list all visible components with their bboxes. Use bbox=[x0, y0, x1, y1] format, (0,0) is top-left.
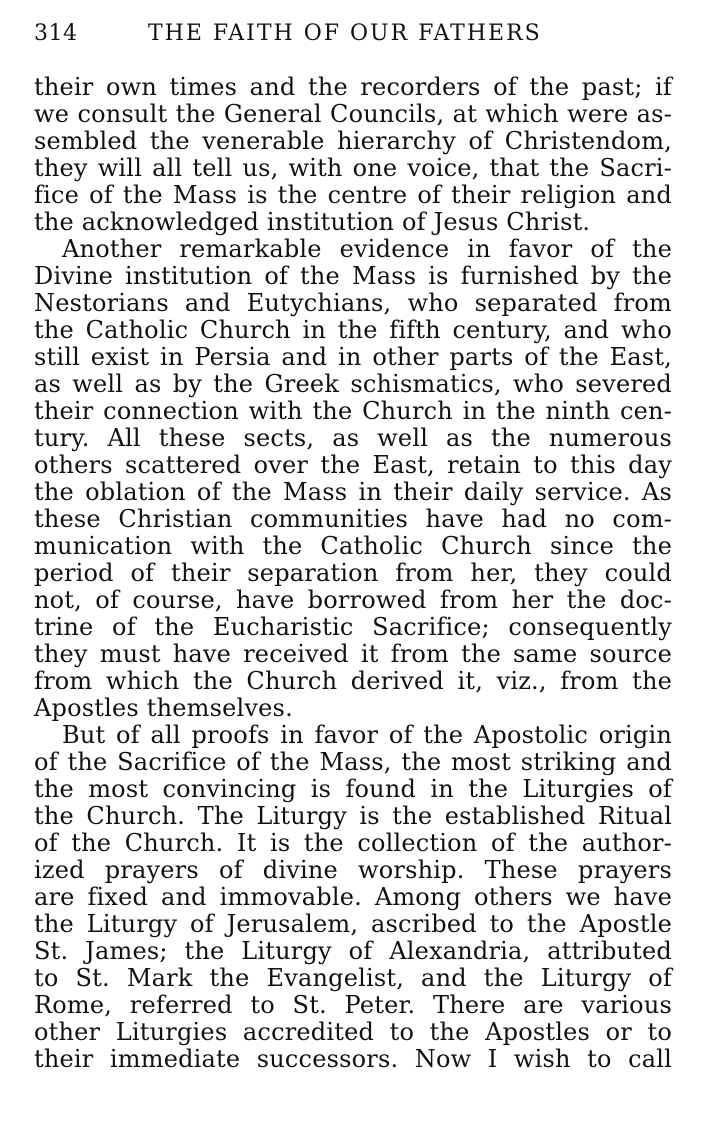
text-line: Divine institution of the Mass is furnished by the bbox=[34, 262, 672, 290]
text-line: the acknowledged institution of Jesus Christ. bbox=[34, 208, 591, 236]
text-line: they will all tell us, with one voice, that the Sacri- bbox=[34, 154, 672, 182]
text-line: ized prayers of divine worship. These prayers bbox=[34, 856, 672, 884]
text-line: not, of course, have borrowed from her the doc- bbox=[34, 586, 672, 614]
text-line: the oblation of the Mass in their daily service. As bbox=[34, 478, 672, 506]
text-line: their connection with the Church in the ninth cen- bbox=[34, 397, 672, 425]
paragraph-1 bbox=[34, 74, 672, 236]
text-line: munication with the Catholic Church since the bbox=[34, 532, 672, 560]
text-line: these Christian communities have had no com- bbox=[34, 505, 672, 533]
text-line: the Liturgy of Jerusalem, ascribed to the Apostle bbox=[34, 910, 672, 938]
body-text bbox=[34, 74, 672, 1073]
page-number: 314 bbox=[34, 21, 78, 46]
text-line: Rome, referred to St. Peter. There are various bbox=[34, 991, 672, 1019]
text-line: trine of the Eucharistic Sacrifice; consequently bbox=[34, 613, 672, 641]
text-line: Nestorians and Eutychians, who separated from bbox=[34, 289, 672, 317]
text-line: the most convincing is found in the Liturgies of bbox=[34, 775, 672, 803]
text-line: still exist in Persia and in other parts of the East, bbox=[34, 343, 672, 371]
text-line: other Liturgies accredited to the Apostles or to bbox=[34, 1018, 672, 1046]
text-line: But of all proofs in favor of the Apostolic origin bbox=[62, 721, 672, 749]
text-line: St. James; the Liturgy of Alexandria, attributed bbox=[34, 937, 672, 965]
text-line: we consult the General Councils, at which were as- bbox=[34, 100, 672, 128]
text-line: of the Church. It is the collection of the author- bbox=[34, 829, 672, 857]
text-line: others scattered over the East, retain to this day bbox=[34, 451, 672, 479]
text-line: sembled the venerable hierarchy of Christendom, bbox=[34, 127, 672, 155]
paragraph-2 bbox=[34, 236, 672, 722]
text-line: the Church. The Liturgy is the established Ritual bbox=[34, 802, 672, 830]
text-line: their own times and the recorders of the past; if bbox=[34, 73, 672, 101]
text-line: from which the Church derived it, viz., from the bbox=[34, 667, 672, 695]
text-line: their immediate successors. Now I wish to call bbox=[34, 1045, 672, 1073]
text-line: they must have received it from the same source bbox=[34, 640, 672, 668]
text-line: to St. Mark the Evangelist, and the Liturgy of bbox=[34, 964, 672, 992]
text-line: of the Sacrifice of the Mass, the most striking and bbox=[34, 748, 672, 776]
text-line: Another remarkable evidence in favor of the bbox=[62, 235, 672, 263]
running-head bbox=[34, 18, 674, 50]
running-head-title: THE FAITH OF OUR FATHERS bbox=[148, 21, 542, 46]
paragraph-3 bbox=[34, 722, 672, 1073]
text-line: fice of the Mass is the centre of their religion and bbox=[34, 181, 672, 209]
text-line: as well as by the Greek schismatics, who severed bbox=[34, 370, 672, 398]
text-line: tury. All these sects, as well as the numerous bbox=[34, 424, 672, 452]
text-line: are fixed and immovable. Among others we have bbox=[34, 883, 672, 911]
text-line: Apostles themselves. bbox=[34, 694, 293, 722]
text-line: period of their separation from her, they could bbox=[34, 559, 672, 587]
text-line: the Catholic Church in the fifth century, and who bbox=[34, 316, 672, 344]
